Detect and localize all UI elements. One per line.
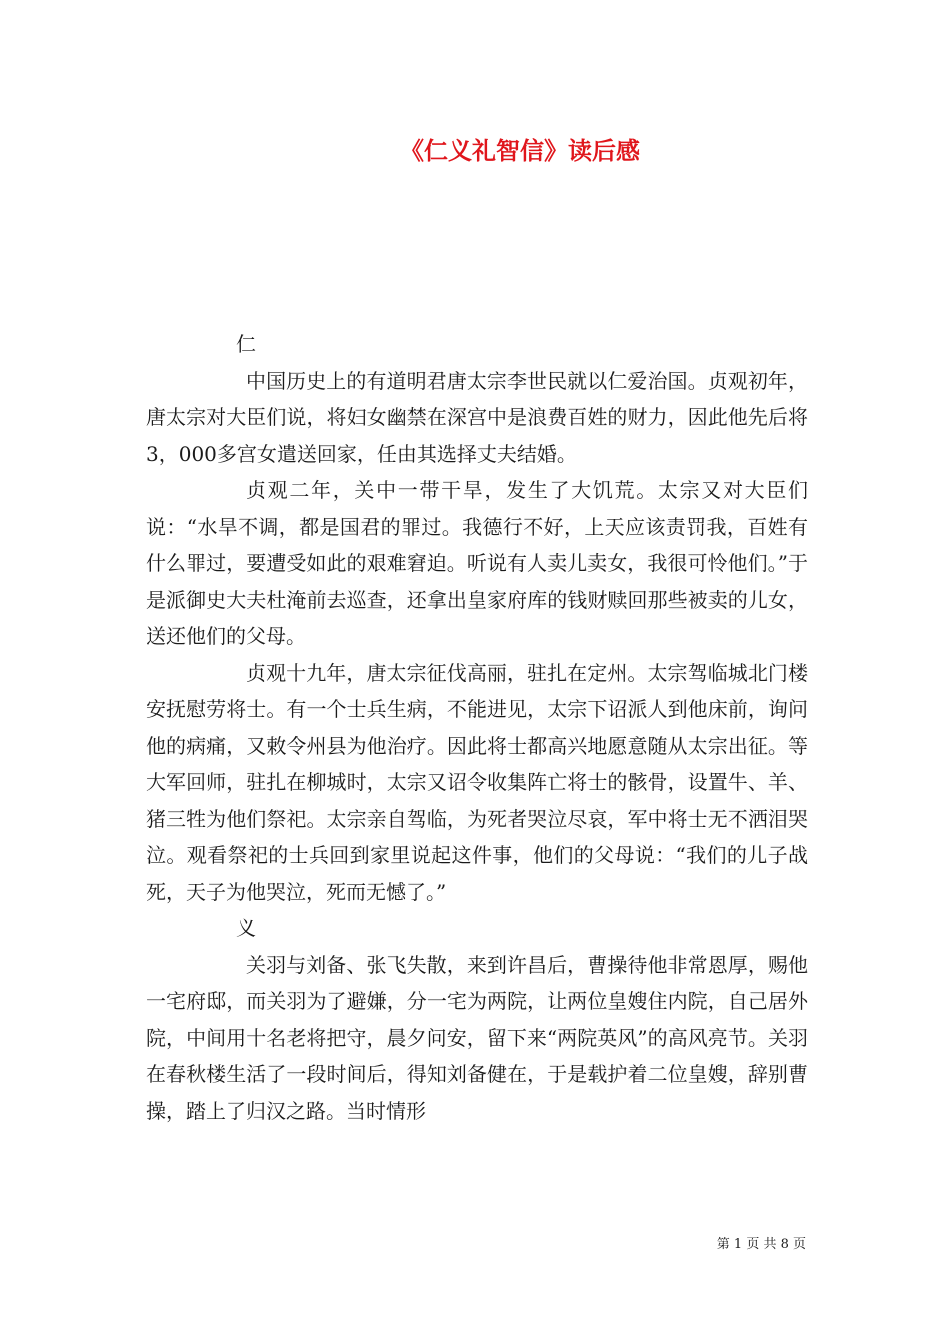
document-body [146,326,808,1129]
paragraph: 中国历史上的有道明君唐太宗李世民就以仁爱治国。贞观初年，唐太宗对大臣们说，将妇女幽禁在深宫中是浪费百姓的财力，因此他先后将3，000多宫女遣送回家，任由其选择丈夫结婚。 [146,368,808,466]
paragraph: 关羽与刘备、张飞失散，来到许昌后，曹操待他非常恩厚，赐他一宅府邸，而关羽为了避嫌，分一宅为两院，让两位皇嫂住内院，自己居外院，中间用十名老将把守，晨夕问安，留下来“两院英风”的高风亮节。关羽在春秋楼生活了一段时间后，得知刘备健在，于是载护着二位皇嫂，辞别曹操，踏上了归汉之路。当时情形 [146,952,808,1123]
paragraph: 贞观二年，关中一带干旱，发生了大饥荒。太宗又对大臣们说：“水旱不调，都是国君的罪过。我德行不好，上天应该责罚我，百姓有什么罪过，要遭受如此的艰难窘迫。听说有人卖儿卖女，我很可怜他们。”于是派御史大夫杜淹前去巡查，还拿出皇家府库的钱财赎回那些被卖的儿女，送还他们的父母。 [146,478,808,648]
paragraph: 贞观十九年，唐太宗征伐高丽，驻扎在定州。太宗驾临城北门楼安抚慰劳将士。有一个士兵生病，不能进见，太宗下诏派人到他床前，询问他的病痛，又敕令州县为他治疗。因此将士都高兴地愿意随从太宗出征。等大军回师，驻扎在柳城时，太宗又诏令收集阵亡将士的骸骨，设置牛、羊、猪三牲为他们祭祀。太宗亲自驾临，为死者哭泣尽哀，军中将士无不洒泪哭泣。观看祭祀的士兵回到家里说起这件事，他们的父母说：“我们的儿子战死，天子为他哭泣，死而无憾了。” [146,660,808,904]
document-title: 《仁义礼智信》读后感 [400,136,640,165]
section-heading-ren: 仁 [236,332,256,356]
section-heading-yi: 义 [236,916,256,940]
page-number-footer: 第 1 页 共 8 页 [716,1237,806,1252]
